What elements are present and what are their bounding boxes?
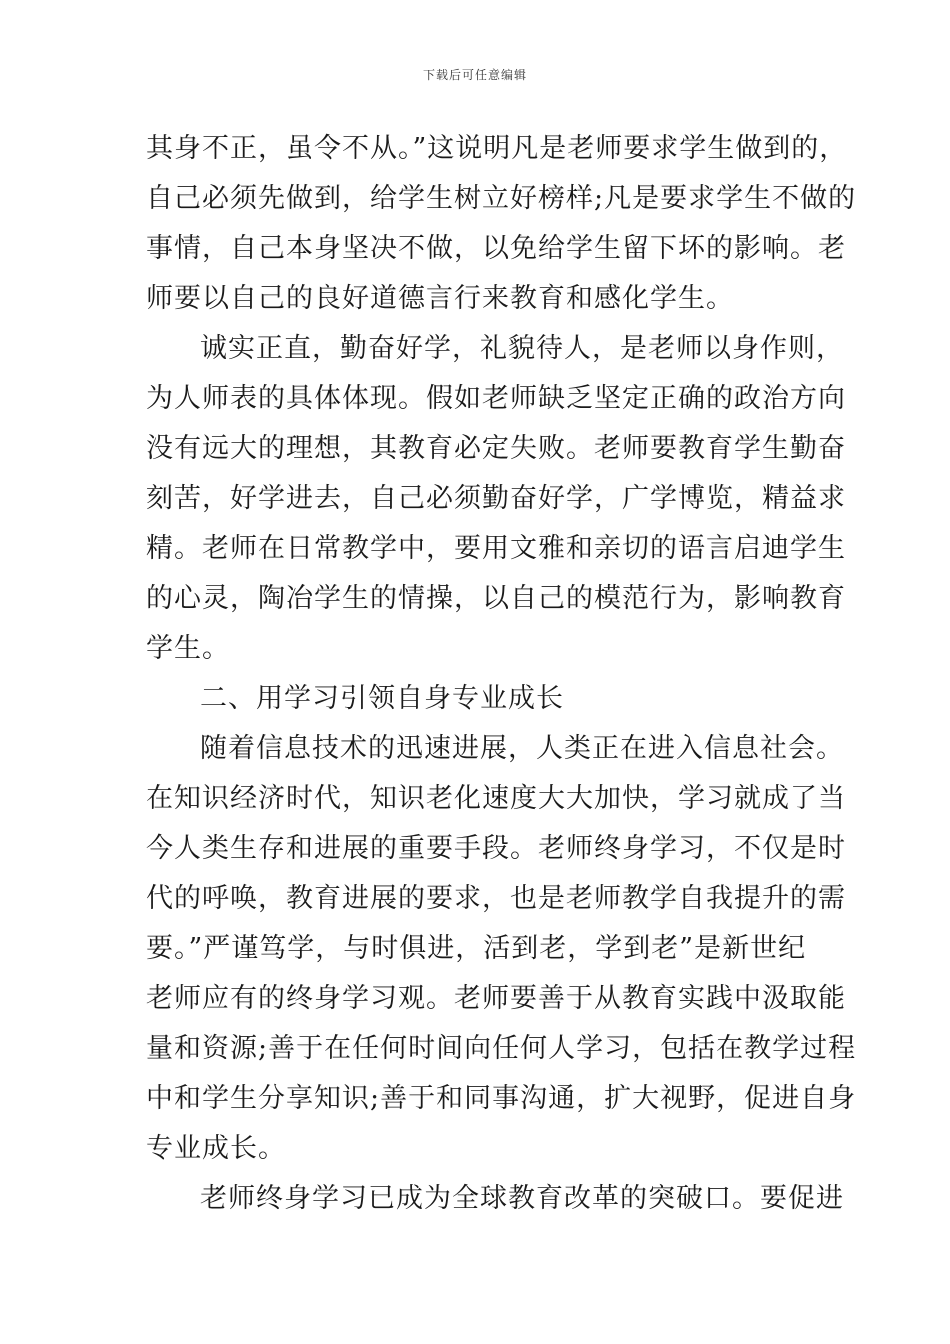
page-header-note: 下载后可任意编辑 xyxy=(422,68,527,82)
text-line: 为人师表的具体体现。假如老师缺乏坚定正确的政治方向 xyxy=(146,383,846,414)
text-line: 今人类生存和进展的重要手段。老师终身学习，不仅是时 xyxy=(146,833,846,864)
text-line: 学生。 xyxy=(146,633,230,664)
text-line: 自己必须先做到，给学生树立好榜样;凡是要求学生不做的 xyxy=(146,183,857,214)
text-line: 精。老师在日常教学中，要用文雅和亲切的语言启迪学生 xyxy=(146,533,846,564)
text-line: 老师应有的终身学习观。老师要善于从教育实践中汲取能 xyxy=(146,983,846,1014)
text-line: 专业成长。 xyxy=(146,1133,286,1164)
text-line: 其身不正，虽令不从。”这说明凡是老师要求学生做到的， xyxy=(146,133,848,164)
paragraph-first-line: 老师终身学习已成为全球教育改革的突破口。要促进 xyxy=(200,1183,844,1214)
text-line: 量和资源;善于在任何时间向任何人学习，包括在教学过程 xyxy=(146,1033,857,1064)
text-line: 在知识经济时代，知识老化速度大大加快，学习就成了当 xyxy=(146,783,846,814)
section-heading: 二、用学习引领自身专业成长 xyxy=(200,683,564,714)
text-line: 中和学生分享知识;善于和同事沟通，扩大视野，促进自身 xyxy=(146,1083,857,1114)
text-line: 事情，自己本身坚决不做，以免给学生留下坏的影响。老 xyxy=(146,233,846,264)
text-line: 代的呼唤，教育进展的要求，也是老师教学自我提升的需 xyxy=(146,883,846,914)
paragraph-first-line: 随着信息技术的迅速进展，人类正在进入信息社会。 xyxy=(200,733,844,764)
paragraph-first-line: 诚实正直，勤奋好学，礼貌待人，是老师以身作则， xyxy=(200,333,844,364)
text-line: 师要以自己的良好道德言行来教育和感化学生。 xyxy=(146,283,734,314)
text-line: 的心灵，陶冶学生的情操，以自己的模范行为，影响教育 xyxy=(146,583,846,614)
text-line: 刻苦，好学进去，自己必须勤奋好学，广学博览，精益求 xyxy=(146,483,846,514)
text-line: 要。”严谨笃学，与时俱进，活到老，学到老”是新世纪 xyxy=(146,933,807,964)
document-body xyxy=(146,124,857,1224)
text-line: 没有远大的理想，其教育必定失败。老师要教育学生勤奋 xyxy=(146,433,846,464)
